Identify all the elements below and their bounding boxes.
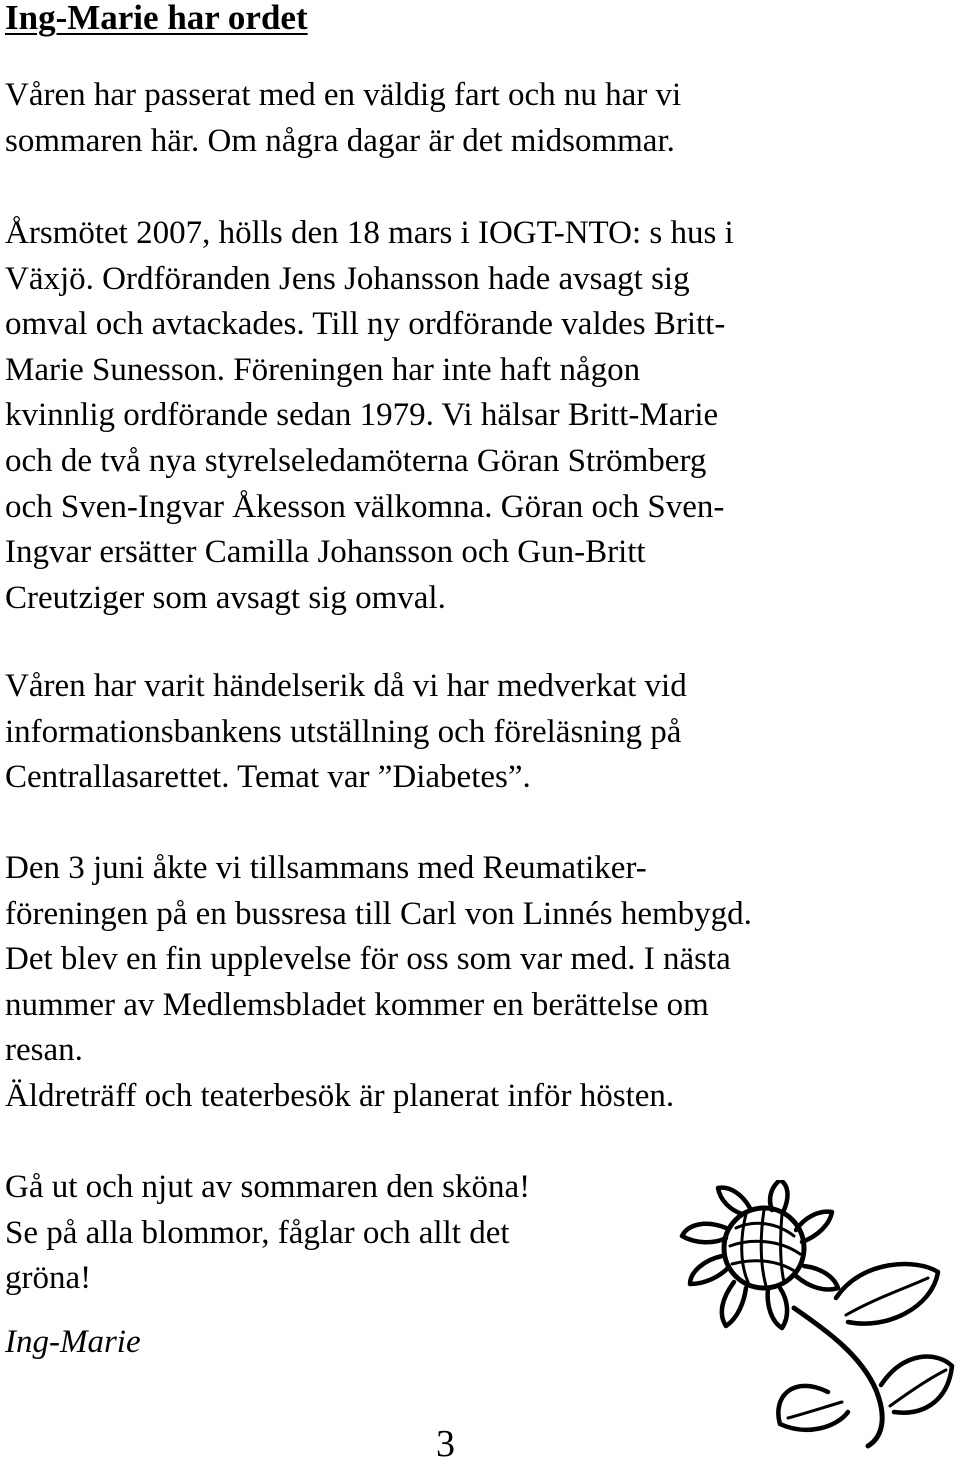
text-line: och de två nya styrelseledamöterna Göran Strömberg [5,442,707,479]
text-line: Marie Sunesson. Föreningen har inte haft någon [5,351,641,388]
paragraph-annual-meeting [5,211,734,621]
text-line: Ingvar ersätter Camilla Johansson och Gun-Britt [5,534,646,571]
text-line: resan. [5,1032,83,1069]
text-line: Äldreträff och teaterbesök är planerat inför hösten. [5,1077,675,1114]
text-line: Centrallasarettet. Temat var ”Diabetes”. [5,759,531,796]
text-line: informationsbankens utställning och föreläsning på [5,713,682,750]
text-line: Det blev en fin upplevelse för oss som var med. I nästa [5,941,731,978]
text-line: kvinnlig ordförande sedan 1979. Vi hälsar Britt-Marie [5,397,719,434]
text-line: gröna! [5,1260,92,1297]
paragraph-spring-events [5,664,687,801]
text-line: och Sven-Ingvar Åkesson välkomna. Göran och Sven- [5,488,725,525]
text-line: Årsmötet 2007, hölls den 18 mars i IOGT-NTO: s hus i [5,215,734,251]
article-title: Ing-Marie har ordet [5,0,308,37]
text-line: Våren har passerat med en väldig fart och nu har vi [5,77,682,113]
page-number: 3 [436,1423,455,1465]
paragraph-intro [5,73,681,164]
text-line: omval och avtackades. Till ny ordförande valdes Britt- [5,306,726,343]
sunflower-icon [676,1180,956,1450]
text-line: Våren har varit händelserik då vi har medverkat vid [5,668,687,704]
text-line: Växjö. Ordföranden Jens Johansson hade avsagt sig [5,260,690,297]
paragraph-closing [5,1165,530,1302]
text-line: Creutziger som avsagt sig omval. [5,579,446,616]
text-line: Den 3 juni åkte vi tillsammans med Reumatiker- [5,850,647,886]
paragraph-bus-trip [5,846,752,1120]
text-line: föreningen på en bussresa till Carl von Linnés hembygd. [5,895,752,932]
text-line: Gå ut och njut av sommaren den sköna! [5,1169,531,1205]
signature: Ing-Marie [5,1324,141,1360]
text-line: Se på alla blommor, fåglar och allt det [5,1214,510,1251]
text-line: nummer av Medlemsbladet kommer en berättelse om [5,986,709,1023]
text-line: sommaren här. Om några dagar är det midsommar. [5,122,675,159]
